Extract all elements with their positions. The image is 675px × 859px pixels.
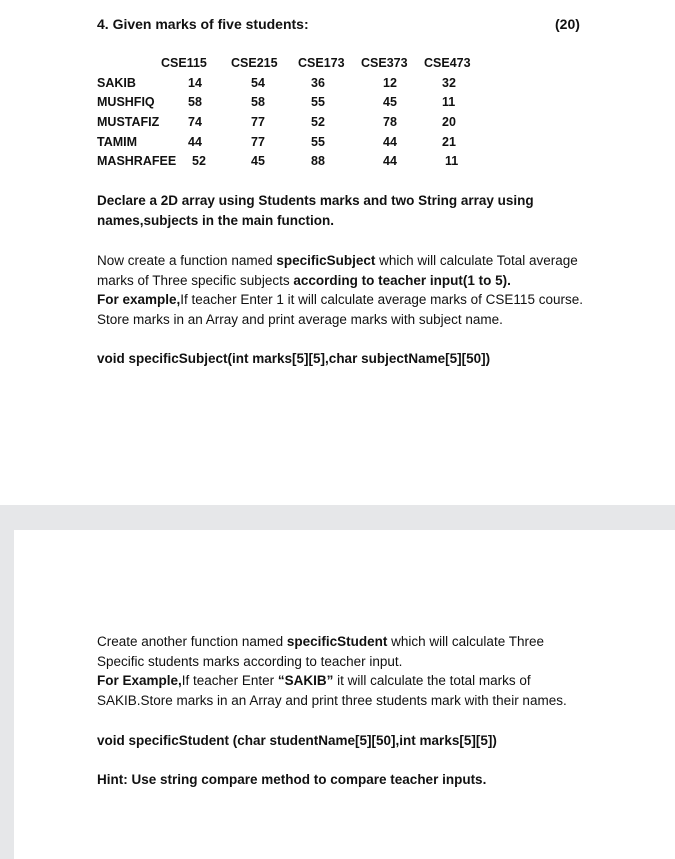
mark-cell: 77 bbox=[251, 115, 265, 129]
description-line: Store marks in an Array and print average marks with subject name. bbox=[97, 311, 503, 327]
text-span: which will calculate Three bbox=[387, 634, 544, 649]
table-row bbox=[97, 115, 517, 135]
mark-cell: 12 bbox=[383, 76, 397, 90]
table-row bbox=[97, 76, 517, 96]
description-line bbox=[97, 290, 583, 310]
mark-cell: 77 bbox=[251, 135, 265, 149]
mark-cell: 44 bbox=[383, 154, 397, 168]
mark-cell: 58 bbox=[251, 95, 265, 109]
mark-cell: 11 bbox=[442, 95, 456, 109]
student-name: TAMIM bbox=[97, 135, 138, 149]
mark-cell: 44 bbox=[188, 135, 202, 149]
text-span: it will calculate the total marks of bbox=[333, 673, 531, 688]
function-name: specificStudent bbox=[286, 634, 388, 649]
hint-text: Hint: Use string compare method to compare teacher inputs. bbox=[97, 772, 487, 787]
description-line bbox=[97, 632, 567, 652]
mark-cell: 21 bbox=[442, 135, 456, 149]
student-name: MUSTAFIZ bbox=[97, 115, 160, 129]
bold-text: “SAKIB” bbox=[277, 673, 334, 688]
column-header: CSE215 bbox=[231, 56, 278, 70]
table-row bbox=[97, 135, 517, 155]
mark-cell: 52 bbox=[192, 154, 206, 168]
mark-cell: 88 bbox=[311, 154, 325, 168]
table-row bbox=[97, 154, 517, 174]
description-line bbox=[97, 271, 583, 291]
description-line bbox=[97, 671, 567, 691]
column-header: CSE373 bbox=[361, 56, 408, 70]
mark-cell: 45 bbox=[251, 154, 265, 168]
mark-cell: 55 bbox=[311, 95, 325, 109]
text-span: If teacher Enter 1 it will calculate average marks of CSE115 course. bbox=[180, 292, 583, 307]
mark-cell: 58 bbox=[188, 95, 202, 109]
description-line: Specific students marks according to teacher input. bbox=[97, 653, 403, 669]
description-line: SAKIB.Store marks in an Array and print three students mark with their names. bbox=[97, 692, 567, 708]
mark-cell: 11 bbox=[445, 154, 459, 168]
mark-cell: 36 bbox=[311, 76, 325, 90]
declare-line: Declare a 2D array using Students marks and two String array using bbox=[97, 193, 534, 208]
mark-cell: 74 bbox=[188, 115, 202, 129]
student-name: MUSHFIQ bbox=[97, 95, 155, 109]
description-line bbox=[97, 251, 583, 271]
table-row bbox=[97, 95, 517, 115]
mark-cell: 45 bbox=[383, 95, 397, 109]
mark-cell: 78 bbox=[383, 115, 397, 129]
mark-cell: 54 bbox=[251, 76, 265, 90]
text-span: If teacher Enter bbox=[181, 673, 278, 688]
text-span: marks of Three specific subjects bbox=[97, 272, 294, 288]
bold-text: according to teacher input(1 to 5). bbox=[293, 272, 511, 288]
question-points: (20) bbox=[555, 16, 580, 32]
mark-cell: 14 bbox=[188, 76, 202, 90]
mark-cell: 44 bbox=[383, 135, 397, 149]
text-span: Create another function named bbox=[97, 634, 287, 649]
declare-instruction bbox=[97, 191, 534, 230]
column-header: CSE473 bbox=[424, 56, 471, 70]
function-signature: void specificStudent (char studentName[5][50],int marks[5][5]) bbox=[97, 733, 497, 748]
mark-cell: 55 bbox=[311, 135, 325, 149]
text-span: which will calculate Total average bbox=[375, 253, 578, 268]
bold-text: For Example, bbox=[97, 673, 182, 688]
bold-text: For example, bbox=[97, 292, 181, 307]
mark-cell: 20 bbox=[442, 115, 456, 129]
page-2 bbox=[14, 530, 675, 859]
function-signature: void specificSubject(int marks[5][5],char subjectName[5][50]) bbox=[97, 351, 491, 366]
specific-subject-description bbox=[97, 251, 583, 329]
column-header: CSE173 bbox=[298, 56, 345, 70]
declare-line: names,subjects in the main function. bbox=[97, 212, 335, 228]
mark-cell: 52 bbox=[311, 115, 325, 129]
mark-cell: 32 bbox=[442, 76, 456, 90]
column-header: CSE115 bbox=[161, 56, 207, 70]
student-name: SAKIB bbox=[97, 76, 136, 90]
text-span: Now create a function named bbox=[97, 253, 277, 268]
specific-student-description bbox=[97, 632, 567, 710]
question-title: 4. Given marks of five students: bbox=[97, 16, 309, 32]
student-name: MASHRAFEE bbox=[97, 154, 177, 168]
function-name: specificSubject bbox=[276, 253, 376, 268]
